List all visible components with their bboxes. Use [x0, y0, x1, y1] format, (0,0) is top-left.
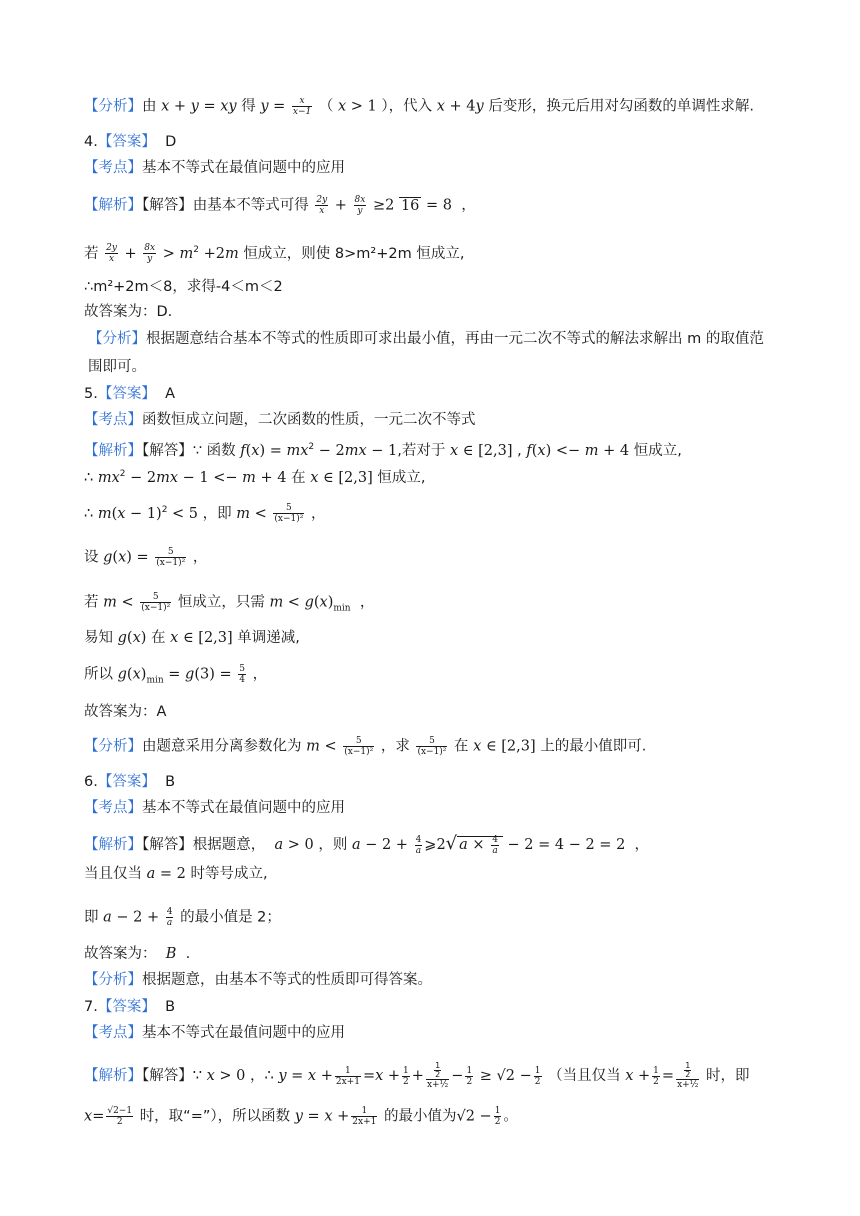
q5-line1: 【解析】【解答】∵ 函数 $f(x) = mx^2 - 2mx - 1$,若对于 x ∈ [2,3] , f(x) <− m + 4 恒成立, [84, 442, 682, 459]
analysis-tag: 【分析】 [84, 98, 142, 115]
q3-analysis-line: 【分析】由 x + y = xy 得 y = $\frac{x}{x-1}$ （ x > 1 ），代入 x + 4y 后变形，换元后用对勾函数的单调性求解. [84, 96, 754, 117]
q6-kaodian-line: 【考点】基本不等式在最值问题中的应用 [84, 800, 345, 816]
q7-line2: x= $\frac{√2-1}{2}$ 时，取“=”），所以函数 y = x + $\frac{1}{2x+1}$ 的最小值为√2 − $\frac{1}{2}$ 。 [84, 1106, 518, 1127]
q6-line3: 即 a − 2 + $\frac{4}{a}$ 的最小值是 2； [84, 907, 281, 928]
q7-answer-line: 7.【答案】 B [84, 999, 176, 1015]
q5-line4: 设 g(x) = $\frac{5}{\text{(x−1)²}}$ ， [84, 547, 208, 568]
q6-analysis: 【分析】根据题意，由基本不等式的性质即可得答案。 [84, 972, 432, 988]
q6-line4: 故答案为： B . [84, 946, 191, 962]
q5-line5: 若 m < $\frac{5}{\text{(x−1)²}}$ 恒成立，只需 $m < g(x)_{min}$ ， [84, 592, 375, 614]
jiexi-tag: 【解析】 [84, 197, 142, 214]
q4-jiexi-line: 【解析】【解答】由基本不等式可得 $\frac{2y}{x}$ + $\frac{8x}{y}$ ≥2 16 = 8 ， [84, 195, 476, 216]
kaodian-tag: 【考点】 [84, 160, 142, 176]
q6-line2: 当且仅当 a = 2 时等号成立, [84, 866, 268, 882]
q4-line3: ∴m²+2m＜8，求得-4＜m＜2 [84, 279, 283, 295]
q5-line8: 故答案为：A [84, 704, 167, 720]
q4-answer-line: 4.【答案】 D [84, 134, 177, 150]
q5-kaodian-line: 【考点】函数恒成立问题，二次函数的性质，一元二次不等式 [84, 412, 476, 428]
q4-analysis: 【分析】根据题意结合基本不等式的性质即可求出最小值，再由一元二次不等式的解法求解出 m 的取值范围即可。 [88, 331, 764, 375]
q6-answer-line: 6.【答案】 B [84, 774, 176, 790]
q7-answer: B [165, 999, 176, 1015]
q5-line3: ∴ $m(x - 1)^2 < 5$ ，即 m < $\frac{5}{\text{(x−1)²}}$ ， [84, 503, 326, 525]
q4-line2: 若 $\frac{2y}{x}$ + $\frac{8x}{y}$ > $m^2 +2m$ 恒成立，则使 8>m²+2m 恒成立, [84, 243, 465, 265]
q7-line1: 【解析】【解答】∵ x > 0 ，∴ y = x + $\frac{1}{2x+1}$ =x + $\frac{1}{2}$ + $\frac{\frac{1}{2}}{\text{x+½}}$ − $\frac{1}{2}$ ≥ √2 − $\frac{1}{2}$ （当且仅当 x + $\frac{1}{2}$ = $\frac{\frac{1}{2}}{\text{x+½}}$ 时，即 [84, 1061, 750, 1090]
q4-kaodian-line: 【考点】基本不等式在最值问题中的应用 [84, 160, 345, 176]
q6-line1: 【解析】【解答】根据题意， a > 0 ，则 a − 2 + $\frac{4}{a}$ ⩾2√ a × $\frac{4}{a}$ − 2 = 4 − 2 = 2 ， [84, 833, 650, 856]
q5-line2: ∴ $mx^2 - 2mx - 1 <- m + 4$ 在 x ∈ [2,3] 恒成立, [84, 469, 426, 486]
q5-answer: A [165, 386, 175, 402]
q5-analysis: 【分析】由题意采用分离参数化为 m < $\frac{5}{\text{(x−1)²}}$ ，求 $\frac{5}{\text{(x−1)²}}$ 在 x ∈ [2,3] 上的最小值即可. [84, 736, 647, 757]
q5-answer-line: 5.【答案】 A [84, 386, 175, 402]
q4-answer: D [165, 134, 177, 150]
q4-line4: 故答案为：D. [84, 304, 173, 320]
q7-kaodian-line: 【考点】基本不等式在最值问题中的应用 [84, 1025, 345, 1041]
q5-line6: 易知 g(x) 在 x ∈ [2,3] 单调递减, [84, 630, 300, 646]
q6-answer: B [165, 774, 176, 790]
answer-tag: 【答案】 [97, 134, 156, 150]
q5-line7: 所以 $g(x)_{min} = g(3)$ = $\frac{5}{4}$ ， [84, 664, 268, 686]
